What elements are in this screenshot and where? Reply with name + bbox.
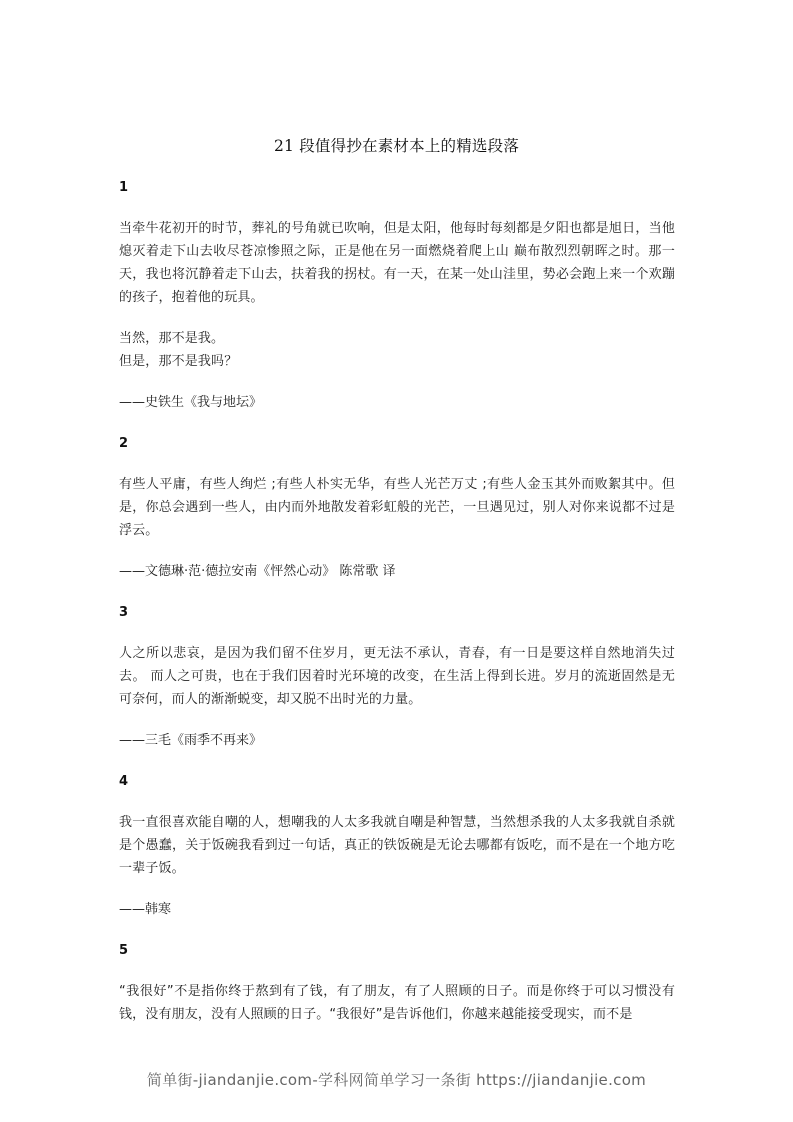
- document-title: 21 段值得抄在素材本上的精选段落: [273, 137, 520, 155]
- paragraph: 我一直很喜欢能自嘲的人，想嘲我的人太多我就自嘲是种智慧，当然想杀我的人太多我就自杀就是个愚蠢，关于饭碗我看到过一句话，真正的铁饭碗是无论去哪都有饭吃，而不是在一个地方吃一辈子饭。: [119, 815, 675, 876]
- paragraph: 人之所以悲哀，是因为我们留不住岁月，更无法不承认，青春，有一日是要这样自然地消失过去。 而人之可贵，也在于我们因着时光环境的改变，在生活上得到长进。岁月的流逝固然是无可奈何，而人的渐渐蜕变，却又脱不出时光的力量。: [119, 646, 675, 707]
- footer-watermark: 简单街-jiandanjie.com-学科网简单学习一条街 https://jiandanjie.com: [146, 1071, 647, 1089]
- section-number: 1: [119, 180, 129, 195]
- paragraph: 当然，那不是我。: [119, 331, 225, 346]
- section-number: 4: [119, 774, 129, 789]
- section-number: 5: [119, 943, 129, 958]
- attribution: ——三毛《雨季不再来》: [119, 733, 263, 748]
- attribution: ——韩寒: [119, 902, 172, 917]
- paragraph: 有些人平庸，有些人绚烂 ;有些人朴实无华，有些人光芒万丈 ;有些人金玉其外而败絮其中。但是，你总会遇到一些人，由内而外地散发着彩虹般的光芒，一旦遇见过，别人对你来说都不过是浮云。: [119, 477, 675, 538]
- attribution: ——史铁生《我与地坛》: [119, 395, 263, 410]
- paragraph: “我很好”不是指你终于熬到有了钱，有了朋友，有了人照顾的日子。而是你终于可以习惯没有钱，没有朋友，没有人照顾的日子。“我很好”是告诉他们，你越来越能接受现实，而不是: [119, 984, 675, 1022]
- section-number: 2: [119, 436, 129, 451]
- document-body: [119, 176, 675, 1044]
- paragraph: 当牵牛花初开的时节，葬礼的号角就已吹响，但是太阳，他每时每刻都是夕阳也都是旭日，当他熄灭着走下山去收尽苍凉惨照之际，正是他在另一面燃烧着爬上山 巅布散烈烈朝晖之时。那一天，我也将沉静着走下山去，扶着我的拐杖。有一天，在某一处山洼里，势必会跑上来一个欢蹦的孩子，抱着他的玩具。: [119, 221, 675, 305]
- paragraph: 但是，那不是我吗？: [119, 354, 238, 369]
- attribution: ——文德琳·范·德拉安南《怦然心动》 陈常歌 译: [119, 564, 396, 579]
- section-number: 3: [119, 605, 129, 620]
